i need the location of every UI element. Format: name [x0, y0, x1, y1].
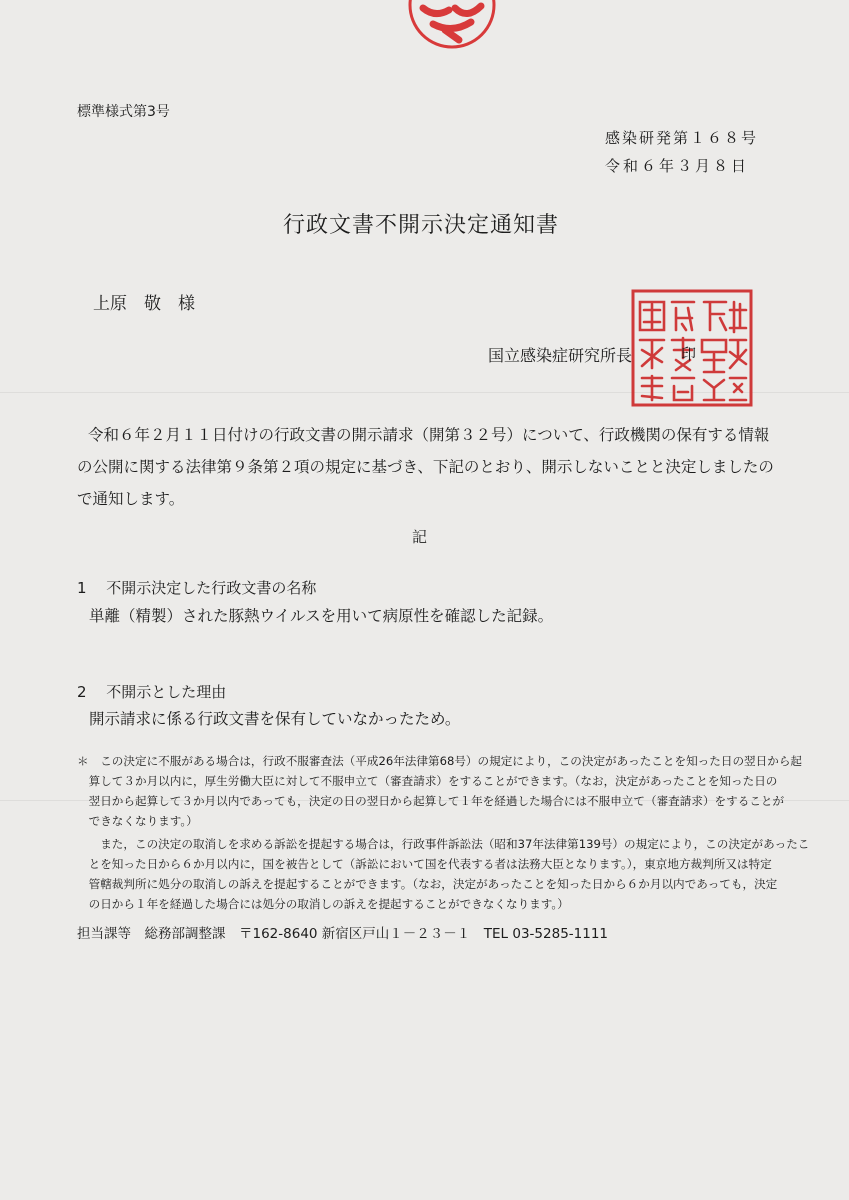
note-line: また，この決定の取消しを求める訴訟を提起する場合は，行政事件訴訟法（昭和37年法律第139号）の規定により，この決定があったこ — [77, 837, 810, 851]
contact-info: 担当課等 総務部調整課 〒162-8640 新宿区戸山１－２３－１ TEL 03-5285-1111 — [77, 926, 609, 942]
issuer-name: 国立感染症研究所長 — [488, 346, 633, 365]
note-line: 算して３か月以内に，厚生労働大臣に対して不服申立て（審査請求）をすることができます。（なお，決定があったことを知った日の — [77, 774, 778, 788]
note-line: できなくなります。） — [77, 814, 198, 828]
note-line: ＊ この決定に不服がある場合は，行政不服審査法（平成26年法律第68号）の規定により，この決定があったことを知った日の翌日から起 — [77, 754, 803, 768]
body-line: 令和６年２月１１日付けの行政文書の開示請求（開第３２号）について、行政機関の保有する情報 — [88, 426, 770, 444]
section-text: 開示請求に係る行政文書を保有していなかったため。 — [89, 710, 461, 728]
section-heading: 2 不開示とした理由 — [77, 683, 227, 701]
note-line: の日から１年を経過した場合には処分の取消しの訴えを提起することができなくなります。） — [77, 897, 569, 911]
body-line: で通知します。 — [77, 490, 185, 508]
note-line: とを知った日から６か月以内に，国を被告として（訴訟において国を代表する者は法務大臣となります。），東京地方裁判所又は特定 — [77, 857, 772, 871]
body-line: の公開に関する法律第９条第２項の規定に基づき、下記のとおり、開示しないことと決定しましたの — [77, 458, 774, 476]
recipient-name: 上原 敬 様 — [93, 294, 195, 314]
section-text: 単離（精製）された豚熱ウイルスを用いて病原性を確認した記録。 — [89, 607, 554, 625]
ki-heading: 記 — [412, 528, 428, 546]
note-line: 管轄裁判所に処分の取消しの訴えを提起することができます。（なお，決定があったことを知った日から６か月以内であっても，決定 — [77, 877, 778, 891]
seal-mark: 印 — [681, 345, 697, 363]
form-number: 標準様式第3号 — [77, 104, 170, 120]
section-heading: 1 不開示決定した行政文書の名称 — [77, 579, 317, 597]
issue-date: 令和６年３月８日 — [605, 157, 750, 175]
document-title: 行政文書不開示決定通知書 — [283, 213, 560, 238]
top-stamp-icon — [405, 0, 500, 52]
reference-number: 感染研発第１６８号 — [605, 129, 759, 147]
note-line: 翌日から起算して３か月以内であっても，決定の日の翌日から起算して１年を経過した場合には不服申立て（審査請求）をすることが — [77, 794, 785, 808]
